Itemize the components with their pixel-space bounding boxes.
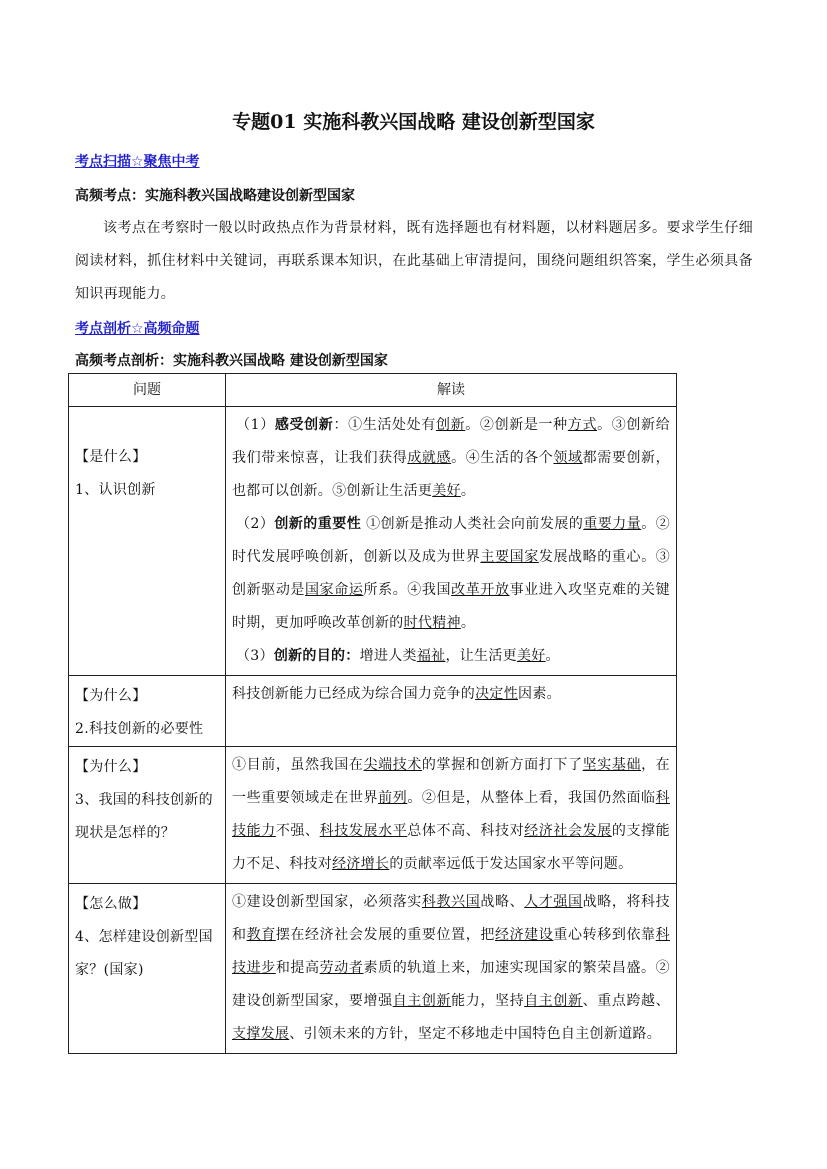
question-cell [69, 407, 226, 676]
answer-paragraph: （1）感受创新：①生活处处有创新。②创新是一种方式。③创新给我们带来惊喜，让我们获得成就感。④生活的各个领域都需要创新，也都可以创新。⑤创新让生活更美好。 [232, 417, 670, 499]
answer-cell [226, 676, 677, 747]
answer-cell [226, 407, 677, 676]
high-frequency-point: 高频考点：实施科教兴国战略建设创新型国家 [75, 188, 355, 204]
question-text: 1、认识创新 [75, 482, 156, 498]
intro-paragraph: 该考点在考察时一般以时政热点作为背景材料，既有选择题也有材料题，以材料题居多。要求学生仔细阅读材料，抓住材料中关键词，再联系课本知识，在此基础上审清提问，围绕问题组织答案，学生必须具备知识再现能力。 [75, 220, 753, 302]
question-tag: 【是什么】 [75, 449, 147, 465]
page-title: 专题01 实施科教兴国战略 建设创新型国家 [232, 111, 595, 133]
question-cell [69, 884, 226, 1054]
question-text: 4、怎样建设创新型国家？(国家) [75, 929, 213, 978]
question-cell [69, 676, 226, 747]
table-row [69, 884, 677, 1054]
question-text: 2.科技创新的必要性 [75, 721, 204, 737]
header-answer: 解读 [226, 374, 677, 407]
table-row [69, 676, 677, 747]
header-question: 问题 [69, 374, 226, 407]
table-row [69, 747, 677, 884]
table-header-row [69, 374, 677, 407]
table-row [69, 407, 677, 676]
answer-paragraph: （3）创新的目的：增进人类福祉，让生活更美好。 [236, 648, 560, 664]
question-text: 3、我国的科技创新的现状是怎样的？ [75, 792, 213, 841]
answer-paragraph: （2）创新的重要性 ①创新是推动人类社会向前发展的重要力量。②时代发展呼唤创新，创新以及成为世界主要国家发展战略的重心。③创新驱动是国家命运所系。④我国改革开放事业进入攻坚克难的关键时期，更加呼唤改革创新的时代精神。 [232, 516, 671, 631]
question-tag: 【为什么】 [75, 688, 147, 704]
answer-paragraph: ①目前，虽然我国在尖端技术的掌握和创新方面打下了坚实基础，在一些重要领域走在世界前列。②但是，从整体上看，我国仍然面临科技能力不强、科技发展水平总体不高、科技对经济社会发展的支撑能力不足、科技对经济增长的贡献率远低于发达国家水平等问题。 [232, 757, 670, 872]
section-link-analysis[interactable]: 考点剖析☆高频命题 [75, 321, 200, 337]
answer-cell [226, 884, 677, 1054]
section-link-exam-scan[interactable]: 考点扫描☆聚焦中考 [75, 154, 200, 170]
answer-paragraph: 科技创新能力已经成为综合国力竞争的决定性因素。 [232, 686, 561, 702]
answer-paragraph: ①建设创新型国家，必须落实科教兴国战略、人才强国战略，将科技和教育摆在经济社会发展的重要位置，把经济建设重心转移到依靠科技进步和提高劳动者素质的轨道上来，加速实现国家的繁荣昌盛。②建设创新型国家，要增强自主创新能力，坚持自主创新、重点跨越、支撑发展、引领未来的方针，坚定不移地走中国特色自主创新道路。 [232, 894, 670, 1042]
question-tag: 【怎么做】 [75, 896, 147, 912]
analysis-table [68, 373, 677, 1054]
answer-cell [226, 747, 677, 884]
question-cell [69, 747, 226, 884]
analysis-heading: 高频考点剖析：实施科教兴国战略 建设创新型国家 [75, 353, 388, 369]
question-tag: 【为什么】 [75, 759, 147, 775]
